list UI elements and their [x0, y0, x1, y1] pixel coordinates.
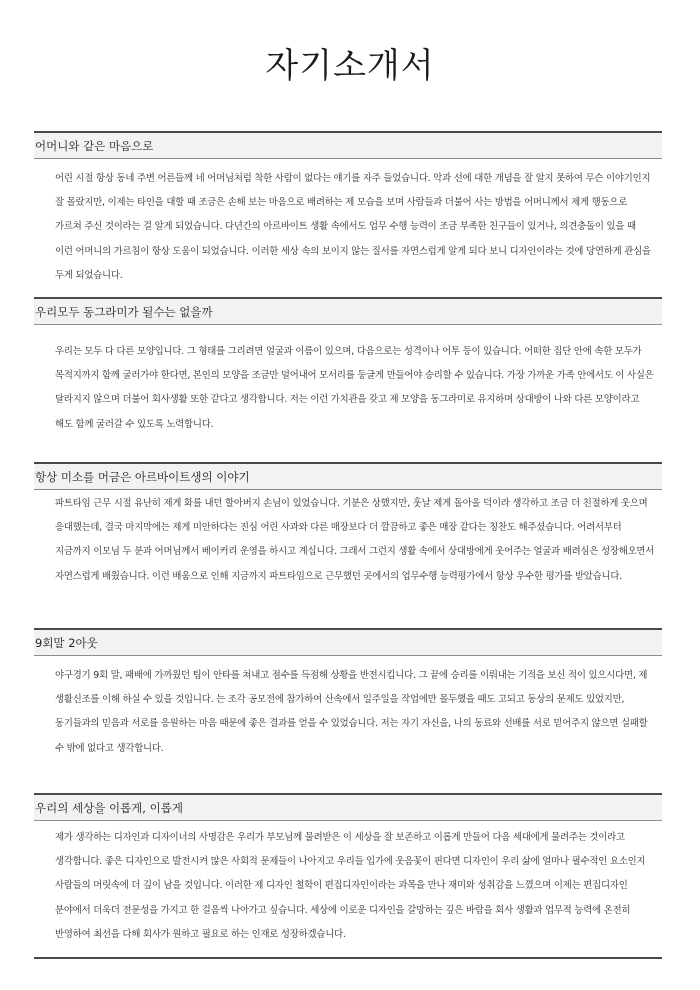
section-body [34, 325, 662, 437]
section-better-world [34, 793, 662, 947]
section-header [34, 793, 662, 821]
section-text: 야구경기 9회 말, 패배에 가까웠던 팀이 안타를 쳐내고 점수를 득점해 상황을 반전시킵니다. 그 끝에 승리를 이뤄내는 기적을 보신 적이 있으시다면, 제 생활신조를 이해 하실 수 있을 것입니다. 는 조각 공모전에 참가하여 산속에서 일주일을 작업에만 몰두했을 때도 고되고 동상의 문제도 있었지만, 동기들과의 믿음과 서로를 응원하는 마음 때문에 좋은 결과를 얻을 수 있었습니다. 저는 자기 자신을, 나의 동료와 선배를 서로 믿어주지 않으면 실패할 수 밖에 없다고 생각합니다. [55, 670, 648, 754]
section-title: 우리모두 동그라미가 될수는 없을까 [35, 304, 213, 319]
section-body [34, 821, 662, 947]
section-title: 9회말 2아웃 [35, 635, 98, 650]
section-text: 우리는 모두 다 다른 모양입니다. 그 형태를 그리려면 얼굴과 이름이 있으며, 다음으로는 성격이나 어투 등이 있습니다. 어떠한 집단 안에 속한 모두가 목적지까지 함께 굴러가야 한다면, 본인의 모양을 조금만 덜어내어 모서리를 둥글게 만들어야 승리할 수 있습니다. 가장 가까운 가족 안에서도 이 사실은 달라지지 않으며 더불어 회사생활 또한 같다고 생각합니다. 저는 이런 가치관을 갖고 제 모양을 동그라미로 유지하며 상대방이 나와 다른 모양이라고 해도 함께 굴러갈 수 있도록 노력합니다. [55, 346, 654, 430]
section-body [34, 159, 662, 288]
section-header [34, 462, 662, 490]
section-header [34, 297, 662, 325]
section-body [34, 656, 662, 761]
section-header [34, 131, 662, 159]
section-title: 항상 미소를 머금은 아르바이트생의 이야기 [35, 469, 250, 484]
section-text: 어린 시절 항상 동네 주변 어른들께 네 어머님처럼 착한 사람이 없다는 얘기를 자주 들었습니다. 악과 선에 대한 개념을 잘 알지 못하여 무슨 이야기인지 잘 몰랐지만, 이제는 타인을 대할 때 조금은 손해 보는 마음으로 배려하는 제 모습을 보며 사람들과 더불어 사는 방법을 어머니께서 제게 행동으로 가르쳐 주신 것이라는 걸 알게 되었습니다. 다년간의 아르바이트 생활 속에서도 업무 수행 능력이 조금 부족한 친구들이 있거나, 의견충돌이 있을 때 이런 어머니의 가르침이 항상 도움이 되었습니다. 이러한 세상 속의 보이지 않는 질서를 자연스럽게 알게 되다 보니 디자인이라는 것에 당연하게 관심을 두게 되었습니다. [55, 173, 651, 281]
section-text: 제가 생각하는 디자인과 디자이너의 사명감은 우리가 부모님께 물려받은 이 세상을 잘 보존하고 이롭게 만들어 다음 세대에게 물려주는 것이라고 생각합니다. 좋은 디자인으로 발전시켜 많은 사회적 문제들이 나아지고 우리들 입가에 웃음꽃이 핀다면 디자인이 우리 삶에 얼마나 필수적인 요소인지 사람들의 머릿속에 더 깊이 남을 것입니다. 이러한 제 디자인 철학이 편집디자인이라는 과목을 만나 재미와 성취감을 느꼈으며 이제는 편집디자인 분야에서 더욱더 전문성을 가지고 한 걸음씩 나아가고 싶습니다. 세상에 이로운 디자인을 갈망하는 깊은 바람을 회사 생활과 업무적 능력에 온전히 반영하여 최선을 다해 회사가 원하고 필요로 하는 인재로 성장하겠습니다. [55, 832, 646, 940]
section-text: 파트타임 근무 시절 유난히 제게 화를 내던 할아버지 손님이 있었습니다. 기분은 상했지만, 훗날 제게 돌아올 덕이라 생각하고 조금 더 친절하게 웃으며 응대했는데, 결국 마지막에는 제게 미안하다는 진심 어린 사과와 다른 매장보다 더 깔끔하고 좋은 매장 같다는 칭찬도 해주셨습니다. 어려서부터 지금까지 이모님 두 분과 어머님께서 베이커리 운영을 하시고 계십니다. 그래서 그런지 생활 속에서 상대방에게 웃어주는 얼굴과 배려심은 성장해오면서 자연스럽게 배웠습니다. 이런 배움으로 인해 지금까지 파트타임으로 근무했던 곳에서의 업무수행 능력평가에서 항상 우수한 평가를 받았습니다. [55, 498, 655, 582]
section-circle [34, 297, 662, 437]
bottom-divider [34, 957, 662, 959]
section-mother-heart [34, 131, 662, 288]
section-header [34, 628, 662, 656]
section-smile [34, 462, 662, 589]
page-title: 자기소개서 [265, 46, 435, 86]
section-title: 우리의 세상을 이롭게, 이롭게 [35, 800, 183, 815]
section-title: 어머니와 같은 마음으로 [35, 138, 154, 153]
section-body [34, 490, 662, 589]
section-ninth-inning [34, 628, 662, 761]
